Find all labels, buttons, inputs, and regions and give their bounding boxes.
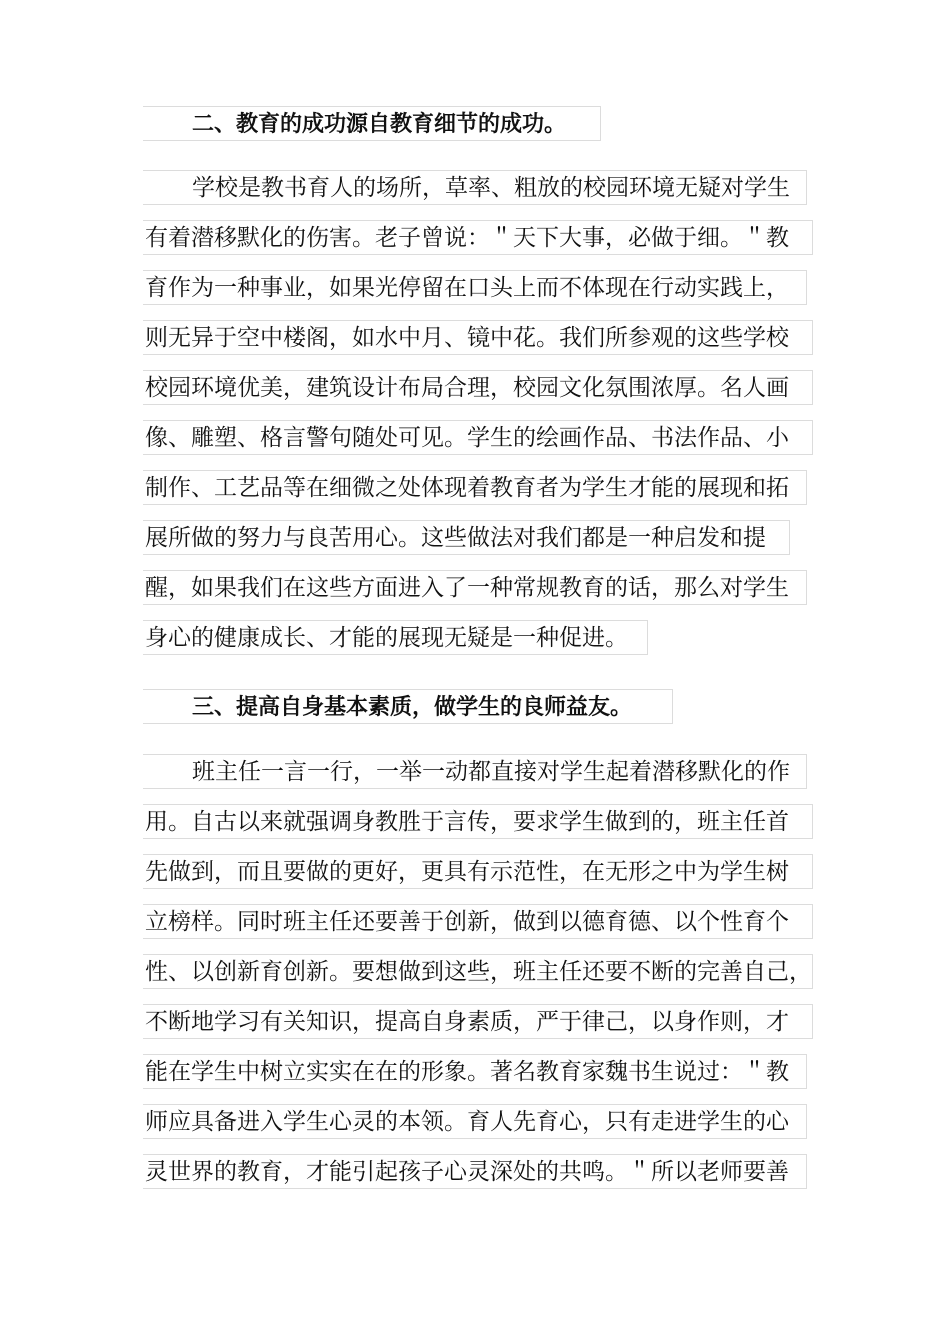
section-3-line-3: 先做到，而且要做的更好，更具有示范性，在无形之中为学生树 bbox=[143, 854, 813, 889]
section-3-line-5: 性、以创新育创新。要想做到这些，班主任还要不断的完善自己， bbox=[143, 954, 813, 989]
section-2-heading: 二、教育的成功源自教育细节的成功。 bbox=[143, 106, 601, 141]
section-3-line-6: 不断地学习有关知识，提高自身素质，严于律己，以身作则，才 bbox=[143, 1004, 813, 1039]
section-2-line-2: 有着潜移默化的伤害。老子曾说：＂天下大事，必做于细。＂教 bbox=[143, 220, 813, 255]
section-3-line-9: 灵世界的教育，才能引起孩子心灵深处的共鸣。＂所以老师要善 bbox=[143, 1154, 807, 1189]
section-3-line-4: 立榜样。同时班主任还要善于创新，做到以德育德、以个性育个 bbox=[143, 904, 813, 939]
section-2-line-7: 制作、工艺品等在细微之处体现着教育者为学生才能的展现和拓 bbox=[143, 470, 807, 505]
section-2-line-4: 则无异于空中楼阁，如水中月、镜中花。我们所参观的这些学校 bbox=[143, 320, 813, 355]
section-2-line-10: 身心的健康成长、才能的展现无疑是一种促进。 bbox=[143, 620, 648, 655]
section-3-heading: 三、提高自身基本素质，做学生的良师益友。 bbox=[143, 689, 673, 724]
section-2-line-1: 学校是教书育人的场所，草率、粗放的校园环境无疑对学生 bbox=[143, 170, 807, 205]
section-2-line-6: 像、雕塑、格言警句随处可见。学生的绘画作品、书法作品、小 bbox=[143, 420, 813, 455]
section-3-line-7: 能在学生中树立实实在在的形象。著名教育家魏书生说过：＂教 bbox=[143, 1054, 807, 1089]
section-3-line-8: 师应具备进入学生心灵的本领。育人先育心，只有走进学生的心 bbox=[143, 1104, 807, 1139]
section-2-line-3: 育作为一种事业，如果光停留在口头上而不体现在行动实践上， bbox=[143, 270, 807, 305]
section-3-line-2: 用。自古以来就强调身教胜于言传，要求学生做到的，班主任首 bbox=[143, 804, 813, 839]
section-2-line-8: 展所做的努力与良苦用心。这些做法对我们都是一种启发和提 bbox=[143, 520, 790, 555]
section-3-line-1: 班主任一言一行，一举一动都直接对学生起着潜移默化的作 bbox=[143, 754, 807, 789]
section-2-line-5: 校园环境优美，建筑设计布局合理，校园文化氛围浓厚。名人画 bbox=[143, 370, 813, 405]
section-2-line-9: 醒，如果我们在这些方面进入了一种常规教育的话，那么对学生 bbox=[143, 570, 807, 605]
